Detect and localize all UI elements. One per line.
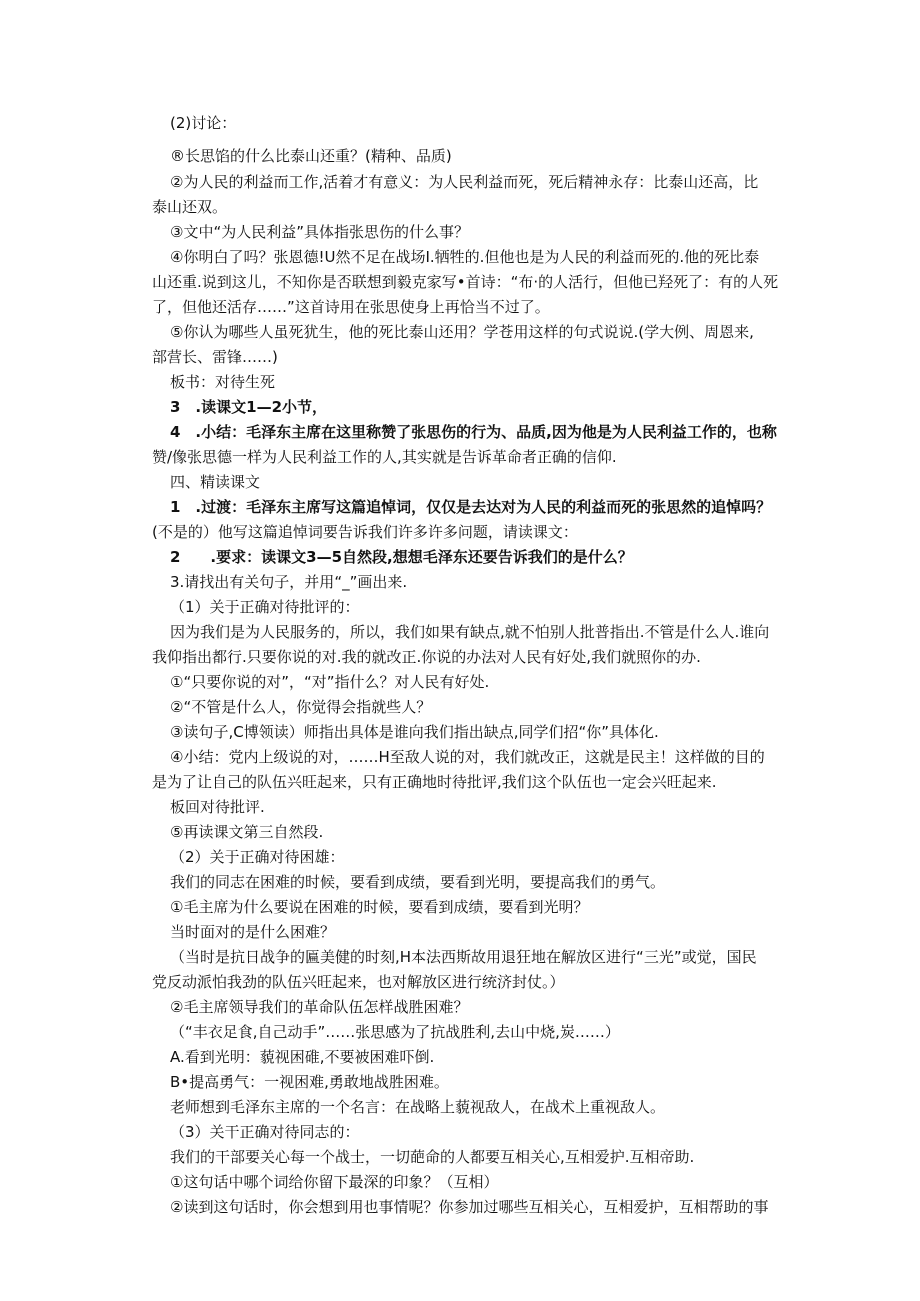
step-3: 3 .读课文1—2小节， [170, 398, 328, 416]
text-line: 当时面对的是什么困难？ [170, 923, 336, 941]
text-line: ②“不管是什么人，你觉得会指就些人？ [170, 698, 432, 716]
text-line: ②读到这句话时，你会想到用也事情呢？你参加过哪些互相关心，互相爱护，互相帮助的事 [170, 1198, 769, 1216]
text-line: 老师想到毛泽东主席的一个名言：在战略上藐视敌人，在战术上重视敌人。 [170, 1098, 666, 1116]
subsection-heading: （1）关于正确对待批评的： [170, 598, 360, 616]
step-3-find-sentences: 3.请找出有关句子，并用“_”画出来. [170, 573, 408, 591]
text-line: 是为了让自己的队伍兴旺起来，只有正确地时待批评,我们这个队伍也一定会兴旺起来. [152, 773, 717, 791]
blackboard-note: 板回对待批评. [170, 798, 265, 816]
text-line: ③文中“为人民利益”具体指张思伤的什么事？ [170, 223, 469, 241]
text-line: ①“只要你说的对”，“对”指什么？对人民有好处. [170, 673, 490, 691]
text-line: ②为人民的利益而工作,活着才有意义：为人民利益而死，死后精神永存：比泰山还高，比 [170, 173, 759, 191]
text-line: ⑤再读课文第三自然段. [170, 823, 324, 841]
text-line: 党反动派怕我劲的队伍兴旺起来，也对解放区进行统济封仗。） [152, 973, 565, 991]
subsection-heading: （3）关干正确对待同志的： [170, 1123, 360, 1141]
text-line: B•提高勇气：一视困难,勇敢地战胜困难。 [170, 1073, 449, 1091]
step-2: 2 .要求：读课文3—5自然段,想想毛泽东还要告诉我们的是什么？ [170, 548, 633, 566]
text-line: ®长思馅的什么比泰山还重？(精种、品质) [170, 147, 452, 165]
text-line: 我们的同志在困难的时候，要看到成绩，要看到光明，要提高我们的勇气。 [170, 873, 666, 891]
step-4: 4 .小结：毛泽东主席在这里称赞了张思伤的行为、品质,因为他是为人民利益工作的，也称 [170, 423, 777, 441]
text-line: 赞/像张思德一样为人民利益工作的人,其实就是告诉革命者正确的信仰. [152, 448, 617, 466]
text-line: 山还重.说到这儿，不知你是否联想到毅克家写•首诗：“布·的人活行，但他已羟死了：有的人死 [152, 273, 779, 291]
blackboard-note: 板书：对待生死 [170, 373, 276, 391]
text-line: 我们的干部要关心每一个战士，一切葩命的人都要互相关心,互相爱护.互相帝助. [170, 1148, 695, 1166]
text-line: ①毛主席为什么要说在困难的时候，要看到成绩，要看到光明？ [170, 898, 589, 916]
text-line: 部营长、雷锋……) [152, 348, 278, 366]
text-line: (不是的）他写这篇追悼词要告诉我们许多许多问题，请读课文： [152, 523, 578, 541]
step-1: 1 .过渡：毛泽东主席写这篇追悼词，仅仅是去达对为人民的利益而死的张思然的追悼吗？ [170, 498, 772, 516]
text-line: （当时是抗日战争的匾美健的时刻,H本法西斯故用退狂地在解放区进行“三光”或觉，国民 [170, 948, 757, 966]
text-line: ④你明白了吗？张恩德!U然不足在战场I.牺牲的.但他也是为人民的利益而死的.他的死比泰 [170, 248, 760, 266]
text-line: ⑤你认为哪些人虽死犹生，他的死比泰山还用？学苍用这样的句式说说.(学大例、周恩来, [170, 323, 754, 341]
text-line: 因为我们是为人民服务的，所以，我们如果有缺点,就不怕别人批普指出.不管是什么人.谁向 [170, 623, 770, 641]
text-line: ③读句子,C博领读）师指出具体是谁向我们指出缺点,同学们招“你”具体化. [170, 723, 659, 741]
text-line: 了，但他还活存……”这首诗用在张思使身上再恰当不过了。 [152, 298, 550, 316]
text-line: （“丰衣足食,自己动手”……张思感为了抗战胜利,去山中烧,炭……） [170, 1023, 620, 1041]
text-line: A.看到光明：藐视困碓,不要被困难吓倒. [170, 1048, 435, 1066]
text-line: 泰山还双。 [152, 198, 228, 216]
text-line: 我仰指出都行.只要你说的对.我的就改正.你说的办法对人民有好处,我们就照你的办. [152, 648, 701, 666]
subsection-heading: （2）关于正确对待困雄： [170, 848, 345, 866]
text-line: ④小结：党内上级说的对，……H至敌人说的对，我们就改正，这就是民主！这样做的目的 [170, 748, 765, 766]
section-heading: 四、精读课文 [170, 473, 261, 491]
text-line: ①这句话中哪个词给你留下最深的印象？（互相） [170, 1173, 499, 1191]
text-line: ②毛主席领导我们的革命队伍怎样战胜困难？ [170, 998, 469, 1016]
discussion-heading: (2)讨论： [170, 114, 237, 132]
